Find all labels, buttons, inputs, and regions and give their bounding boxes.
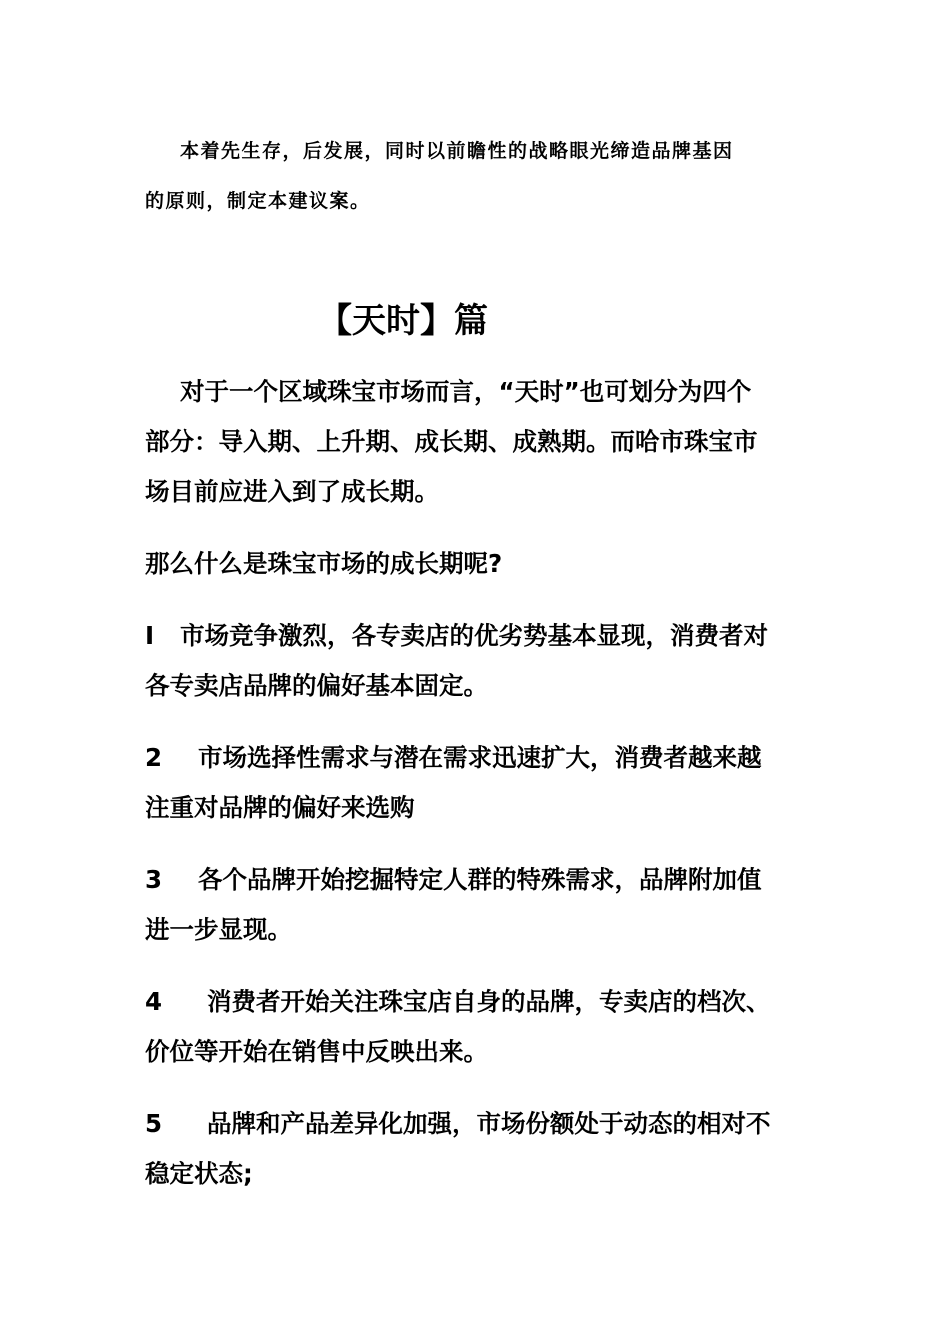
list-item-2-line-1: [145, 738, 762, 778]
section-heading: 【天时】篇: [318, 301, 488, 341]
paragraph-line-1: 对于一个区域珠宝市场而言，“天时”也可划分为四个: [180, 377, 752, 406]
list-item-number: 2: [145, 743, 163, 772]
list-item-3-line-1: [145, 860, 762, 900]
list-item-2-line-2: 注重对品牌的偏好来选购: [145, 793, 415, 822]
list-item-number: 3: [145, 865, 163, 894]
intro-line-1: 本着先生存，后发展，同时以前瞻性的战略眼光缔造品牌基因: [180, 140, 734, 162]
intro-line-2: 的原则，制定本建议案。: [145, 190, 371, 212]
list-item-4-line-2: 价位等开始在销售中反映出来。: [145, 1037, 488, 1066]
list-item-3-line-2: 进一步显现。: [145, 915, 292, 944]
paragraph-line-2: 部分：导入期、上升期、成长期、成熟期。而哈市珠宝市: [145, 427, 758, 456]
list-item-number: I: [145, 621, 155, 650]
list-item-number: 5: [145, 1109, 163, 1138]
list-item-1-line-2: 各专卖店品牌的偏好基本固定。: [145, 671, 488, 700]
list-item-number: 4: [145, 987, 163, 1016]
list-item-1-line-1: [145, 616, 768, 656]
list-item-5-line-1: [145, 1104, 771, 1144]
list-item-text: 各个品牌开始挖掘特定人群的特殊需求，品牌附加值: [198, 865, 762, 894]
list-item-text: 品牌和产品差异化加强，市场份额处于动态的相对不: [207, 1109, 771, 1138]
question-line: 那么什么是珠宝市场的成长期呢?: [145, 549, 503, 578]
list-item-text: 市场竞争激烈，各专卖店的优劣势基本显现，消费者对: [180, 621, 768, 650]
list-item-text: 市场选择性需求与潜在需求迅速扩大，消费者越来越: [198, 743, 762, 772]
list-item-text: 消费者开始关注珠宝店自身的品牌，专卖店的档次、: [207, 987, 771, 1016]
list-item-4-line-1: [145, 982, 771, 1022]
list-item-5-line-2: 稳定状态;: [145, 1159, 253, 1188]
paragraph-line-3: 场目前应进入到了成长期。: [145, 477, 439, 506]
